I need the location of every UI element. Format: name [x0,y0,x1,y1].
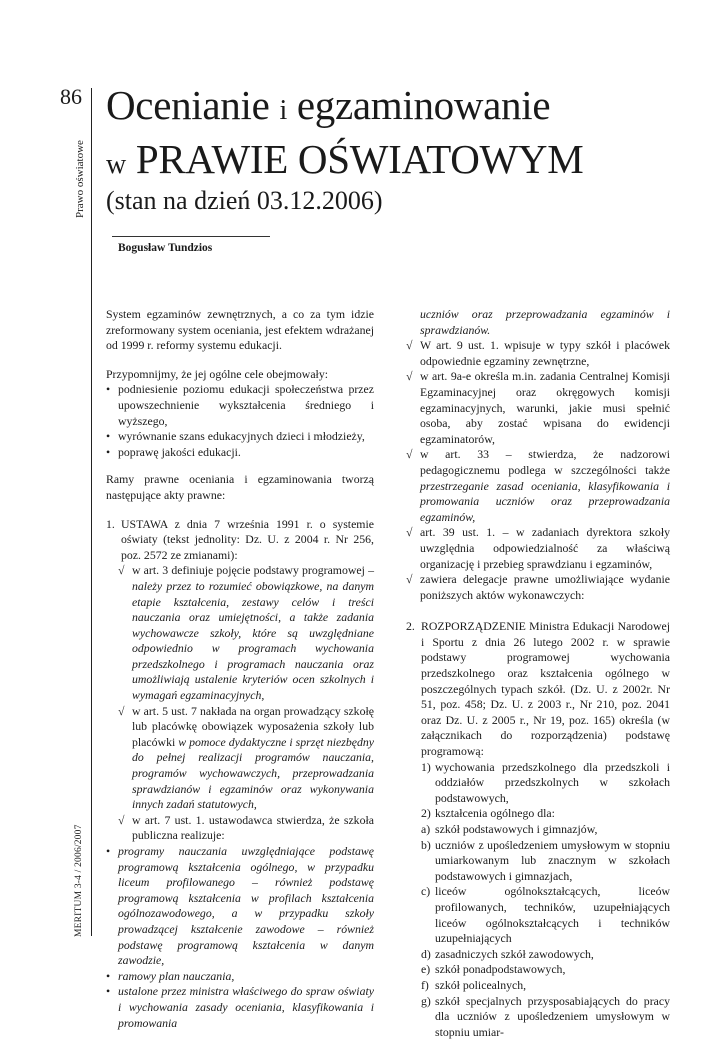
check-item: √ w art. 7 ust. 1. ustawodawca stwierdza, że szkoła publiczna realizuje: [118,812,374,843]
issue-label: MERITUM 3-4 / 2006/2007 [74,824,84,937]
list-item: • podniesienie poziomu edukacji społeczeństwa przez upowszechnienie wykształcenia średniego i wyższego, [106,382,374,429]
goals-intro: Przypomnijmy, że jej ogólne cele obejmowały: [106,366,329,381]
left-column [106,307,374,1031]
author-name: Bogusław Tundzios [118,242,213,254]
check-item: √ art. 39 ust. 1. – w zadaniach dyrektora szkoły uwzględnia odpowiedzialność za właściwą organizację i przebieg sprawdzianu i egzaminów, [406,525,670,571]
check-item: √ zawiera delegacje prawne umożliwiające wydanie poniższych aktów wykonawczych: [406,572,670,602]
list-item: • programy nauczania uwzględniające podstawę programową kształcenia ogólnego, w przypadku liceum profilowanego – również podstawę programową kształcenia w profilach kształcenia ogólnozawodowego, a w przypadku szkoły prowadzącej kształcenie zawodowe – również podstawę programową kształcenia w danym zawodzie, [106,844,374,969]
sidebar-divider [91,88,92,936]
check-item: √ w art. 9a-e określa m.in. zadania Centralnej Komisji Egzaminacyjnej oraz okręgowych komisji egzaminacyjnych, warunki, jakie musi spełnić osoba, aby zostać wpisana do ewidencji egzaminatorów, [406,369,670,446]
act-1: 1. USTAWA z dnia 7 września 1991 r. o systemie oświaty (tekst jednolity: Dz. U. z 2004 r. Nr 256, poz. 2572 ze zmianami): [106,516,374,562]
section-label: Prawo oświatowe [74,140,86,218]
list-item: b) uczniów z upośledzeniem umysłowym w stopniu umiarkowanym lub znacznym w szkołach podstawowych i gimnazjach, [421,837,670,883]
check-item: √ w art. 33 – stwierdza, że nadzorowi pedagogicznemu podlega w szczególności także przestrzeganie zasad oceniania, klasyfikowania i promowania uczniów oraz przeprowadzania egzaminów, [406,447,670,524]
list-item: • ustalone przez ministra właściwego do spraw oświaty i wychowania zasady oceniania, klasyfikowania i promowania [106,984,374,1031]
realizes-list [106,844,374,1031]
acts-intro: Ramy prawne oceniania i egzaminowania tworzą następujące akty prawne: [106,472,374,502]
list-item: g) szkół specjalnych przysposabiających do pracy dla uczniów z upośledzeniem umysłowym w stopniu umiar- [421,993,670,1039]
list-item: • wyrównanie szans edukacyjnych dzieci i młodzieży, [106,429,374,445]
list-item: • poprawę jakości edukacji. [106,445,374,461]
intro-paragraph: System egzaminów zewnętrznych, a co za tym idzie zreformowany system oceniania, jest efektem wdrażanej od 1999 r. reformy systemu edukacji. [106,307,374,353]
act-2: 2. ROZPORZĄDZENIE Ministra Edukacji Narodowej i Sportu z dnia 26 lutego 2002 r. w sprawie podstawy programowej wychowania przedszkolnego oraz kształcenia ogólnego w poszczególnych typach szkół. (Dz. U. z 2002r. Nr 51, poz. 458; Dz. U. z 2003 r., Nr 210, poz. 2041 oraz Dz. U. z 2005 r., Nr 19, poz. 165) określa (w załącznikach do rozporządzenia) podstawę programową: [406,619,670,759]
title-line-1: Ocenianie i egzaminowanie [106,82,551,128]
check-item: √ w art. 3 definiuje pojęcie podstawy programowej – należy przez to rozumieć obowiązkowe, na danym etapie kształcenia, zestawy celów i treści nauczania oraz umiejętności, a także zadania wychowawcze szkoły, które są uwzględniane odpowiednio w programach wychowania przedszkolnego i programach nauczania oraz umożliwiają ustalenie kryteriów ocen szkolnych i wymagań egzaminacyjnych, [118,563,374,703]
check-item: √ W art. 9 ust. 1. wpisuje w typy szkół i placówek odpowiednie egzaminy zewnętrzne, [406,338,670,368]
title-line-2: w PRAWIE OŚWIATOWYM [106,136,584,182]
list-item: e) szkół ponadpodstawowych, [421,962,566,977]
list-item: c) liceów ogólnokształcących, liceów profilowanych, techników, uzupełniających liceów ogólnokształcących i techników uzupełniających [421,884,670,946]
author-divider [112,236,270,237]
list-item: f) szkół policealnych, [421,977,527,992]
title-date: (stan na dzień 03.12.2006) [106,186,383,215]
list-item: d) zasadniczych szkół zawodowych, [421,946,594,961]
list-item: 2) kształcenia ogólnego dla: [421,806,555,821]
list-item: • ramowy plan nauczania, [106,969,374,985]
check-item: √ w art. 5 ust. 7 nakłada na organ prowadzący szkołę lub placówkę obowiązek wyposażenia szkoły lub placówki w pomoce dydaktyczne i sprzęt niezbędny do pełnej realizacji programów nauczania, programów wychowawczych, przeprowadzania sprawdzianów i egzaminów oraz wykonywania innych zadań statutowych, [118,703,374,812]
goals-list [106,382,374,460]
right-column [406,307,670,1040]
list-item: 1) wychowania przedszkolnego dla przedszkoli i oddziałów przedszkolnych w szkołach podstawowych, [421,759,670,805]
continuation-text: uczniów oraz przeprowadzania egzaminów i sprawdzianów. [420,307,670,337]
list-item: a) szkół podstawowych i gimnazjów, [421,822,598,836]
page-number: 86 [60,84,82,109]
